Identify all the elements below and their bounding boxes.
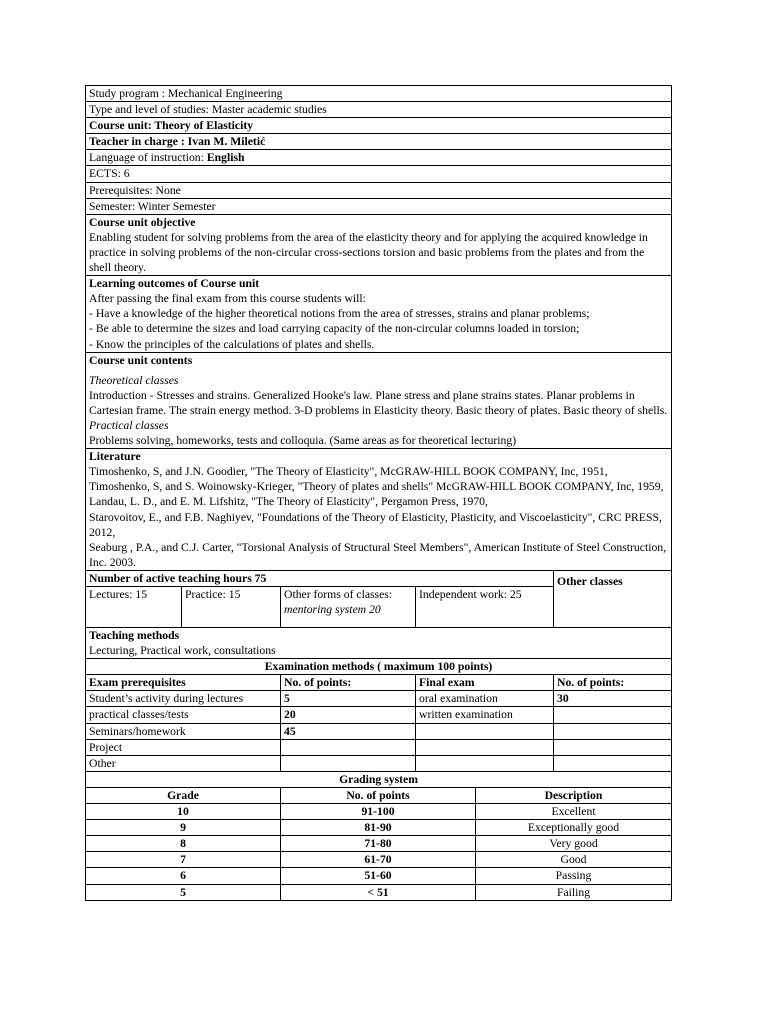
- theoretical-classes-label: Theoretical classes: [89, 373, 179, 387]
- outcome-item: - Know the principles of the calculations of plates and shells.: [89, 337, 375, 351]
- other-forms-label: Other forms of classes:: [284, 588, 393, 601]
- literature-title: Literature: [89, 450, 141, 464]
- teacher-row: Teacher in charge : Ivan M. Miletić: [86, 134, 672, 150]
- language-value: English: [206, 151, 245, 165]
- outcomes-intro: After passing the final exam from this course students will:: [89, 292, 366, 306]
- contents-title: Course unit contents: [89, 353, 193, 367]
- language-row: [86, 150, 672, 166]
- final-exam-cell: [416, 723, 554, 739]
- points-header: No. of points: [281, 787, 476, 803]
- table-row: [86, 755, 672, 771]
- teaching-methods-title: Teaching methods: [89, 629, 180, 642]
- table-row: [86, 836, 672, 852]
- grade-cell: 9: [86, 820, 281, 836]
- exam-points-cell: 20: [281, 707, 416, 723]
- final-exam-cell: [416, 739, 554, 755]
- examination-table: [85, 658, 672, 772]
- points-cell: 61-70: [281, 852, 476, 868]
- final-exam-points-cell: [554, 707, 672, 723]
- practical-classes-label: Practical classes: [89, 418, 169, 432]
- other-classes-cell: Other classes: [554, 570, 672, 627]
- literature-item: Starovoitov, E., and F.B. Naghiyev, "Foundations of the Theory of Elasticity, Plasticity, and Viscoelasticity", CRC PRESS, 2012,: [89, 510, 662, 539]
- prerequisites-row: Prerequisites: None: [86, 182, 672, 198]
- final-exam-points-header: No. of points:: [554, 675, 672, 691]
- literature-item: Landau, L. D., and E. M. Lifshitz, "The Theory of Elasticity", Pergamon Press, 1970,: [89, 495, 488, 509]
- grade-cell: 7: [86, 852, 281, 868]
- description-cell: Passing: [476, 868, 672, 884]
- course-document: [85, 85, 671, 901]
- points-cell: < 51: [281, 884, 476, 900]
- lectures-cell: Lectures: 15: [86, 587, 182, 628]
- description-cell: Excellent: [476, 804, 672, 820]
- exam-item-cell: Student’s activity during lectures: [86, 691, 281, 707]
- exam-item-cell: practical classes/tests: [86, 707, 281, 723]
- table-row: [86, 739, 672, 755]
- exam-item-cell: Other: [86, 755, 281, 771]
- study-type-row: Type and level of studies: Master academic studies: [86, 102, 672, 118]
- independent-work-cell: Independent work: 25: [416, 587, 554, 628]
- exam-item-cell: Seminars/homework: [86, 723, 281, 739]
- contents-section: [86, 352, 672, 449]
- final-exam-header: Final exam: [416, 675, 554, 691]
- teaching-methods-text: Lecturing, Practical work, consultations: [89, 644, 276, 658]
- points-cell: 81-90: [281, 820, 476, 836]
- table-row: [86, 868, 672, 884]
- grade-header: Grade: [86, 787, 281, 803]
- final-exam-points-cell: [554, 739, 672, 755]
- teaching-hours-title: Number of active teaching hours 75: [86, 570, 554, 586]
- grading-title: Grading system: [86, 771, 672, 787]
- points-cell: 91-100: [281, 804, 476, 820]
- description-cell: Exceptionally good: [476, 820, 672, 836]
- outcomes-title: Learning outcomes of Course unit: [89, 277, 260, 291]
- study-program-row: Study program : Mechanical Engineering: [86, 86, 672, 102]
- table-row: [86, 884, 672, 900]
- description-cell: Very good: [476, 836, 672, 852]
- course-info-table: [85, 85, 672, 659]
- exam-points-cell: 45: [281, 723, 416, 739]
- objective-text: Enabling student for solving problems from the area of the elasticity theory and for applying the acquired knowledge in practice in solving problems of the non-circular cross-sections torsion and basic problems from the plates and from the shell theory.: [89, 230, 648, 275]
- exam-points-cell: [281, 755, 416, 771]
- literature-item: Timoshenko, S, and J.N. Goodier, "The Theory of Elasticity", McGRAW-HILL BOOK COMPANY, Inc, 1951,: [89, 465, 608, 479]
- table-row: [86, 804, 672, 820]
- literature-item: Seaburg , P.A., and C.J. Carter, "Torsional Analysis of Structural Steel Members", American Institute of Steel Construction, Inc. 2003.: [89, 540, 667, 569]
- literature-section: [86, 449, 672, 571]
- final-exam-points-cell: [554, 755, 672, 771]
- description-cell: Failing: [476, 884, 672, 900]
- mentoring-label: mentoring system 20: [284, 603, 381, 617]
- table-row: [86, 691, 672, 707]
- objective-title: Course unit objective: [89, 215, 196, 229]
- grade-cell: 5: [86, 884, 281, 900]
- outcomes-section: [86, 276, 672, 352]
- grading-table: [85, 771, 672, 901]
- exam-points-cell: 5: [281, 691, 416, 707]
- table-row: [86, 820, 672, 836]
- final-exam-points-cell: [554, 723, 672, 739]
- course-unit-row: Course unit: Theory of Elasticity: [86, 118, 672, 134]
- practical-classes-text: Problems solving, homeworks, tests and colloquia. (Same areas as for theoretical lecturing): [89, 434, 517, 448]
- examination-title: Examination methods ( maximum 100 points): [86, 659, 672, 675]
- grade-cell: 10: [86, 804, 281, 820]
- description-header: Description: [476, 787, 672, 803]
- theoretical-classes-text: Introduction - Stresses and strains. Generalized Hooke's law. Plane stress and plane strains states. Planar problems in Cartesian frame. The strain energy method. 3-D problems in Elasticity theory. Basic theory of plates. Basic theory of shells.: [89, 388, 668, 417]
- language-label: Language of instruction:: [89, 151, 207, 165]
- final-exam-points-cell: 30: [554, 691, 672, 707]
- points-cell: 71-80: [281, 836, 476, 852]
- grade-cell: 8: [86, 836, 281, 852]
- teaching-methods-section: [86, 628, 672, 659]
- practice-cell: Practice: 15: [182, 587, 281, 628]
- final-exam-cell: [416, 755, 554, 771]
- grade-cell: 6: [86, 868, 281, 884]
- final-exam-cell: written examination: [416, 707, 554, 723]
- literature-item: Timoshenko, S, and S. Woinowsky-Krieger, "Theory of plates and shells" McGRAW-HILL BOOK COMPANY, Inc, 1959,: [89, 480, 664, 494]
- table-row: [86, 707, 672, 723]
- prerequisite-points-header: No. of points:: [281, 675, 416, 691]
- final-exam-cell: oral examination: [416, 691, 554, 707]
- exam-prerequisites-header: Exam prerequisites: [86, 675, 281, 691]
- description-cell: Good: [476, 852, 672, 868]
- outcome-item: - Have a knowledge of the higher theoretical notions from the area of stresses, strains and planar problems;: [89, 307, 590, 321]
- points-cell: 51-60: [281, 868, 476, 884]
- objective-section: [86, 214, 672, 275]
- other-forms-cell: [281, 587, 416, 628]
- semester-row: Semester: Winter Semester: [86, 198, 672, 214]
- table-row: [86, 852, 672, 868]
- exam-points-cell: [281, 739, 416, 755]
- ects-row: ECTS: 6: [86, 166, 672, 182]
- table-row: [86, 723, 672, 739]
- exam-item-cell: Project: [86, 739, 281, 755]
- outcome-item: - Be able to determine the sizes and load carrying capacity of the non-circular columns loaded in torsion;: [89, 322, 580, 336]
